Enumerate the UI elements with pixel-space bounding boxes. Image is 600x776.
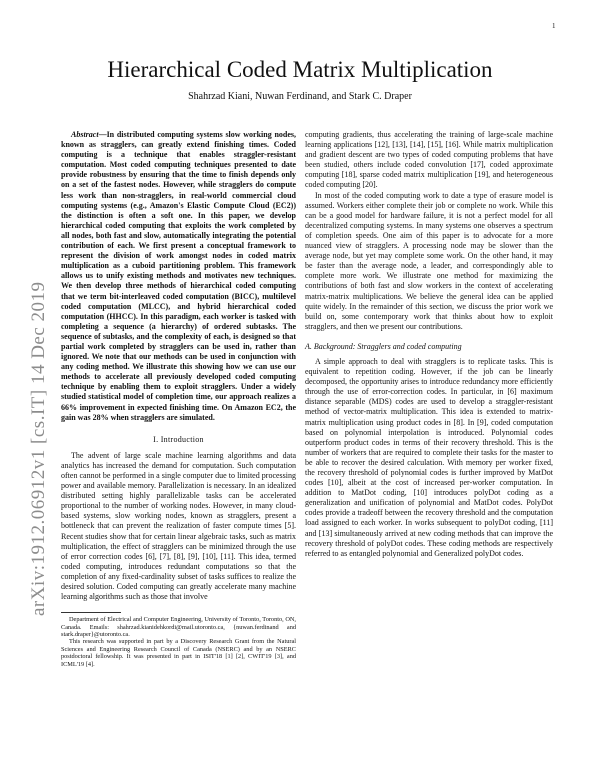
right-paragraph-3: A simple approach to deal with stragglers is to replicate tasks. This is equivalent to repetition coding. However, if the job can be linearly decomposed, the opportunity arises to introduce redundancy more efficiently through the use of error-correction codes. In particular, in [6] maximum distance separable (MDS) codes are used to develop a straggler-resistant method of vector-matrix multiplication. This idea is extended to matrix-matrix multiplication using product codes in [8]. In [9], coded computation based on polynomial interpolation is introduced. Polynomial codes outperform product codes in terms of their recovery threshold. This is the number of workers that are required to complete their tasks for the master to be able to recover the desired calculation. With memory per worker fixed, the recovery threshold of polynomial codes is further improved by MatDot codes [10], albeit at the cost of increased per-worker computation. In addition to MatDot coding, [10] introduces polyDot coding as a generalization and unification of polynomial and MatDot codes. PolyDot codes provide a tradeoff between the recovery threshold and the computation load assigned to each worker. In works subsequent to polyDot coding, [11] and [13] simultaneously arrived at new coding methods that can improve the recovery threshold of polyDot codes. These coding methods are respectively referred to as entangled polynomial and Generalized polyDot codes. [305,356,553,558]
arxiv-identifier: arXiv:1912.06912v1 [cs.IT] 14 Dec 2019 [28,281,49,616]
paper-authors: Shahrzad Kiani, Nuwan Ferdinand, and Stark C. Draper [188,91,412,102]
footnote-funding: This research was supported in part by a Discovery Research Grant from the Natural Sciences and Engineering Research Council of Canada (NSERC) and by an NSERC postdoctoral fellowship. It was presented in part in ISIT'18 [1] [2], CWIT'19 [3], and ICML'19 [4]. [61,638,296,668]
intro-paragraph: The advent of large scale machine learning algorithms and data analytics has increased the demand for computation. Such computation often cannot be performed in a single computer due to limited processing power and available memory. Parallelization is necessary. In an idealized distributed setting highly parallelizable tasks can be accelerated proportional to the number of working nodes. However, in many cloud-based systems, slow working nodes, known as stragglers, present a bottleneck that can prevent the realization of faster compute times [5]. Recent studies show that for certain linear algebraic tasks, such as matrix multiplication, the effect of stragglers can be minimized through the use of error correction codes [6], [7], [8], [9], [10], [11]. This idea, termed coded computing, introduces redundant computations so that the completion of any fixed-cardinality subset of tasks suffices to realize the desired solution. Coded computing can greatly accelerate many machine learning algorithms such as those that involve [61,450,296,602]
right-paragraph-2: In most of the coded computing work to date a type of erasure model is assumed. Workers either complete their job or complete no work. While this can be a good model for hardware failure, it is not a perfect model for all decentralized computing systems. In many systems one observes a spectrum of completion speeds. One aim of this paper is to advocate for a more nuanced view of stragglers. A processing node may be slower than the average node, but yet may complete some work. On the other hand, it may be faster than the average node, a leader, and correspondingly able to complete more work. We illustrate one method for maximizing the contributions of both fast and slow workers in the context of accelerating matrix-matrix multiplications. We believe the general idea can be applied quite widely. In the remainder of this section, we discuss the prior work we build on, some contemporary work that thinks about how to exploit stragglers, and then we present our contributions. [305,190,553,331]
abstract [61,130,296,423]
footnote-affiliation: Department of Electrical and Computer Engineering, University of Toronto, Toronto, ON, Canada. Emails: shahrzad.kianidehkordi@mail.utoronto.ca, {nuwan.ferdinand and stark.draper}@utoronto.ca. [61,616,296,639]
page-number: 1 [552,22,556,30]
left-column [61,130,296,668]
footnote-divider [61,612,121,613]
paper-title: Hierarchical Coded Matrix Multiplication [107,57,493,82]
section-heading: I. Introduction [153,434,204,444]
right-paragraph-1: computing gradients, thus accelerating the training of large-scale machine learning applications [12], [13], [14], [15], [16]. While matrix multiplication and gradient descent are two types of coded computing problems that have been studied, others include coded convolution [17], coded approximate computing [18], sparse coded matrix multiplication [19], and heterogeneous coded computing [20]. [305,130,553,190]
right-column [305,130,553,559]
subsection-heading: A. Background: Stragglers and coded computing [305,341,462,351]
abstract-lead: Abstract [71,130,99,139]
abstract-text: —In distributed computing systems slow working nodes, known as stragglers, can greatly extend finishing times. Coded computing is a technique that enables straggler-resistant computation. Most coded computing techniques presented to date provide robustness by ensuring that the time to finish depends only on a set of the fastest nodes. However, while stragglers do compute less work than non-stragglers, in real-world commercial cloud computing systems (e.g., Amazon's Elastic Compute Cloud (EC2)) the distinction is often a soft one. In this paper, we develop hierarchical coded computing that exploits the work completed by all nodes, both fast and slow, automatically integrating the potential contribution of each. We first present a conceptual framework to represent the division of work amongst nodes in coded matrix multiplication as a cuboid partitioning problem. This framework allows us to unify existing methods and motivates new techniques. We then develop three methods of hierarchical coded computing that we term bit-interleaved coded computation (BICC), multilevel coded computation (MLCC), and hybrid hierarchical coded computation (HHCC). In this paradigm, each worker is tasked with completing a sequence (a hierarchy) of ordered subtasks. The sequence of subtasks, and the complexity of each, is designed so that partial work completed by stragglers can be used in, rather than ignored. We note that our methods can be used in conjunction with any coding method. We illustrate this showing how we can use our methods to accelerate all previously developed coded computing technique by enabling them to exploit stragglers. Under a widely studied statistical model of completion time, our approach realizes a 66% improvement in expected finishing time. On Amazon EC2, the gain was 28% when stragglers are simulated. [61,130,296,422]
